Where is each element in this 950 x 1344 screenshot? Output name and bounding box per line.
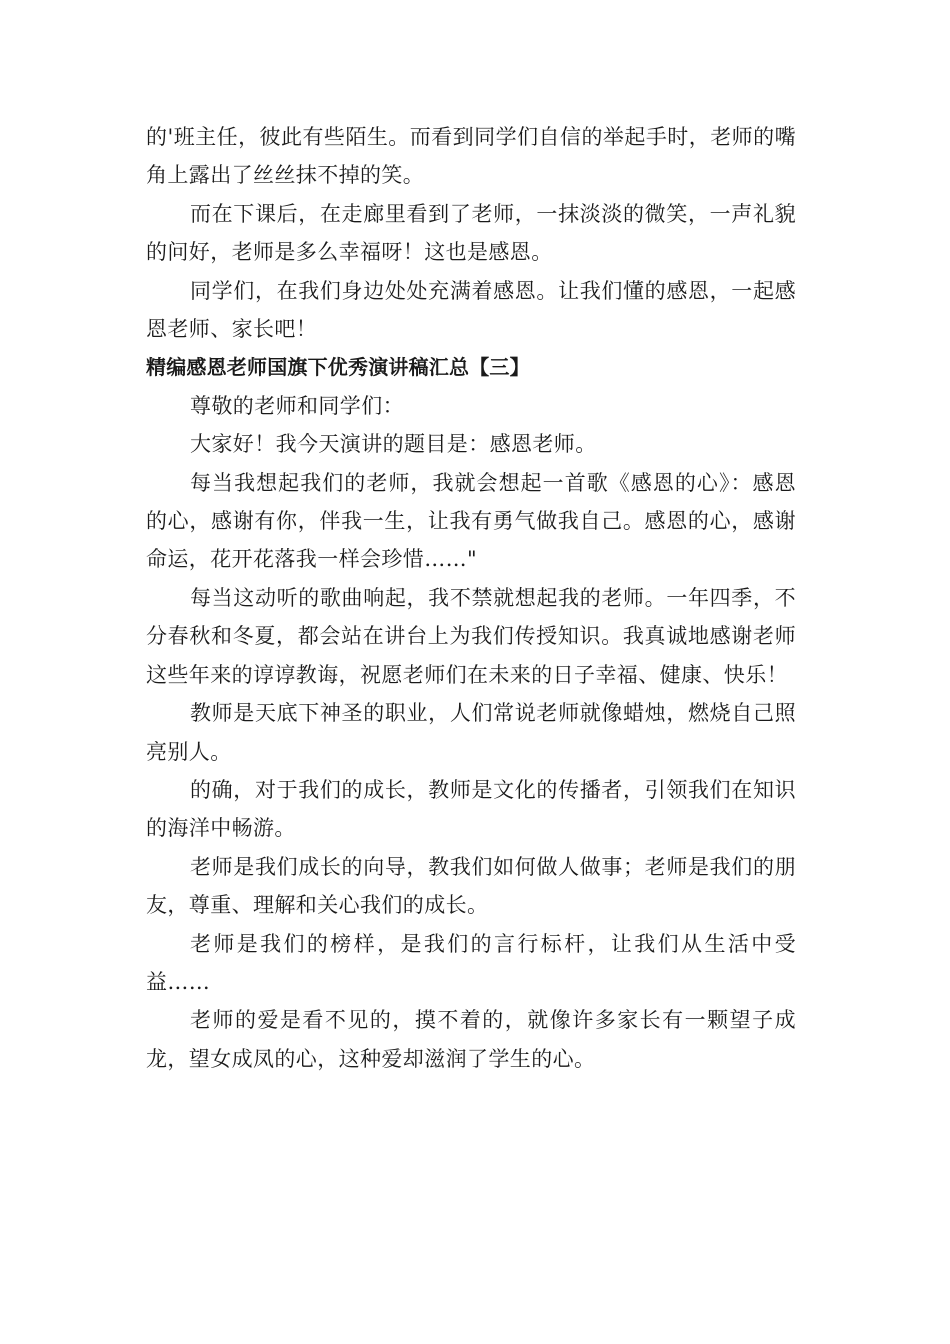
salutation: 尊敬的老师和同学们： (190, 393, 404, 418)
paragraph-continued: 的'班主任，彼此有些陌生。而看到同学们自信的举起手时，老师的嘴角上露出了丝丝抹不掉的笑。 (146, 125, 796, 188)
paragraph: 而在下课后，在走廊里看到了老师，一抹淡淡的微笑，一声礼貌的问好，老师是多么幸福呀！这也是感恩。 (146, 201, 796, 265)
paragraph: 同学们，在我们身边处处充满着感恩。让我们懂的感恩，一起感恩老师、家长吧！ (146, 278, 796, 342)
section-heading: 精编感恩老师国旗下优秀演讲稿汇总【三】 (146, 355, 530, 380)
paragraph: 每当这动听的歌曲响起，我不禁就想起我的老师。一年四季，不分春秋和冬夏，都会站在讲台上为我们传授知识。我真诚地感谢老师这些年来的谆谆教诲，祝愿老师们在未来的日子幸福、健康、快乐！ (146, 585, 796, 687)
paragraph: 每当我想起我们的老师，我就会想起一首歌《感恩的心》：感恩的心，感谢有你，伴我一生，让我有勇气做我自己。感恩的心，感谢命运，花开花落我一样会珍惜……" (146, 470, 796, 572)
document-page (146, 118, 796, 1078)
paragraph: 教师是天底下神圣的职业，人们常说老师就像蜡烛，燃烧自己照亮别人。 (146, 701, 796, 764)
paragraph: 的确，对于我们的成长，教师是文化的传播者，引领我们在知识的海洋中畅游。 (146, 777, 796, 841)
paragraph: 老师是我们成长的向导，教我们如何做人做事；老师是我们的朋友，尊重、理解和关心我们的成长。 (146, 854, 796, 918)
paragraph: 老师的爱是看不见的，摸不着的，就像许多家长有一颗望子成龙，望女成凤的心，这种爱却滋润了学生的心。 (146, 1008, 796, 1071)
paragraph: 老师是我们的榜样，是我们的言行标杆，让我们从生活中受益…… (146, 931, 796, 994)
paragraph: 大家好！我今天演讲的题目是：感恩老师。 (190, 432, 597, 457)
